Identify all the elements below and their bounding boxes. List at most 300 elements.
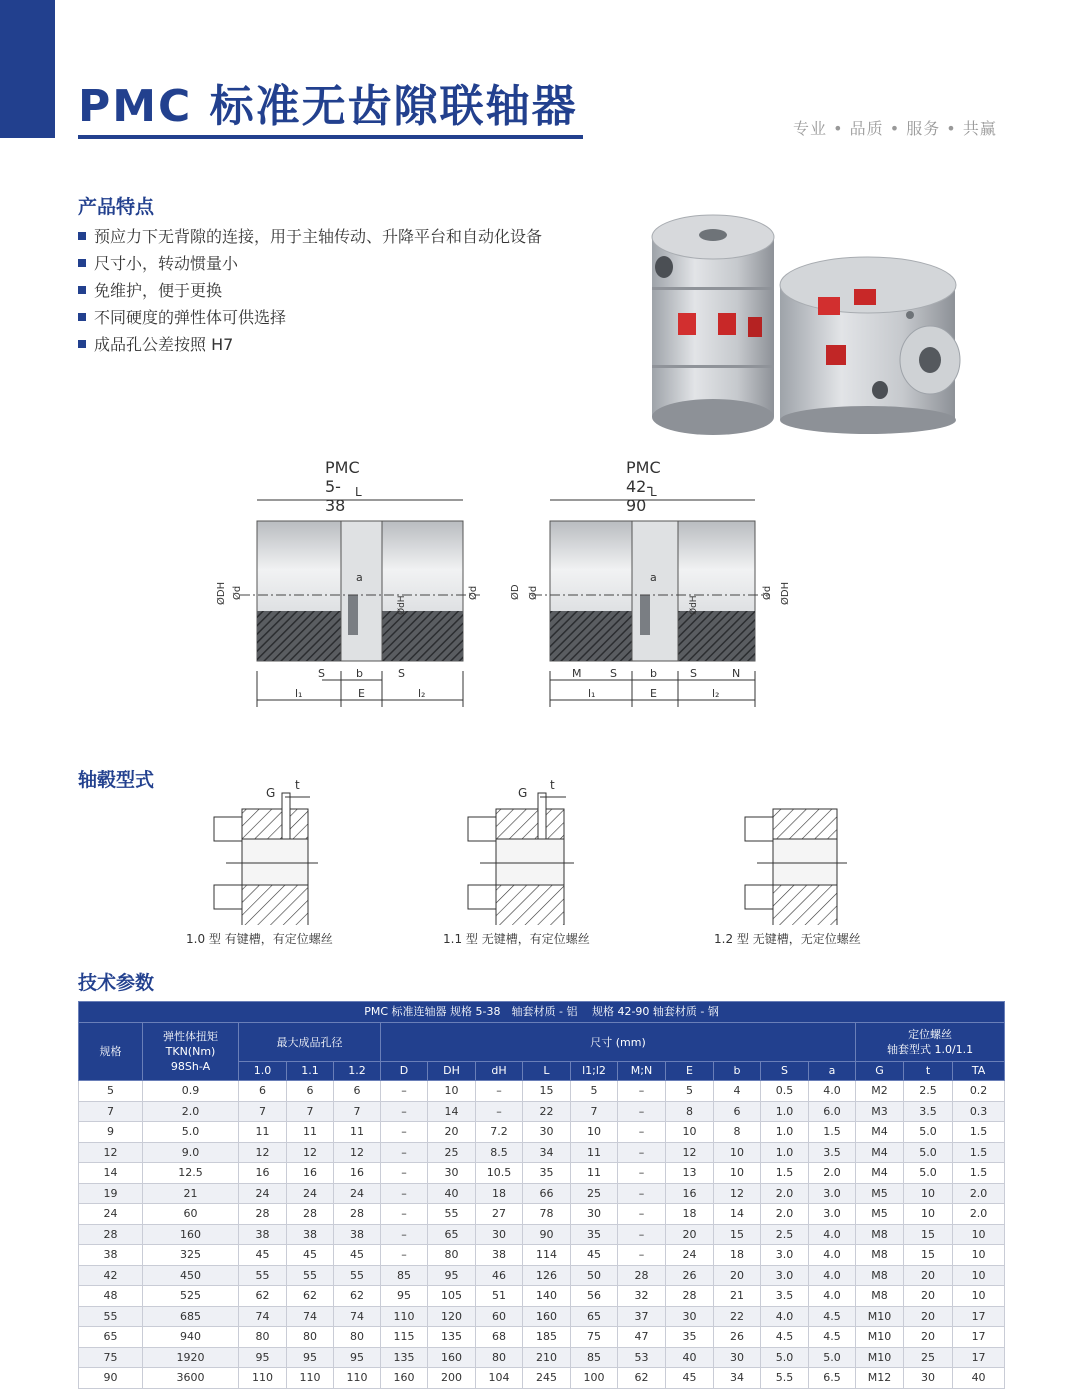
table-cell: 28 [239,1204,287,1225]
table-cell: 2.0 [953,1183,1005,1204]
table-cell: 5.0 [809,1347,856,1368]
title-underline [78,135,583,139]
dim-label: S [318,667,325,680]
table-cell: 5 [666,1081,714,1102]
table-cell: 21 [143,1183,239,1204]
table-cell: 4.5 [761,1327,809,1348]
table-cell: M5 [856,1183,904,1204]
table-cell: 24 [334,1183,381,1204]
table-cell: M4 [856,1163,904,1184]
table-cell: 55 [428,1204,476,1225]
table-cell: 28 [666,1286,714,1307]
table-cell: 5.0 [904,1122,953,1143]
table-cell: 46 [476,1265,523,1286]
table-cell: 25 [904,1347,953,1368]
table-cell: 20 [904,1327,953,1348]
table-cell: 2.0 [761,1183,809,1204]
drawing-title-left: PMC 5-38 [325,458,360,515]
table-cell: – [618,1204,666,1225]
dim-label: E [358,687,365,700]
table-cell: 15 [714,1224,761,1245]
table-cell: 62 [287,1286,334,1307]
table-cell: 50 [571,1265,618,1286]
table-cell: M8 [856,1224,904,1245]
table-cell: 85 [571,1347,618,1368]
table-cell: 9.0 [143,1142,239,1163]
table-cell: 14 [714,1204,761,1225]
table-cell: 5.0 [761,1347,809,1368]
table-cell: 135 [428,1327,476,1348]
table-cell: 20 [666,1224,714,1245]
table-cell: 11 [287,1122,334,1143]
table-row [79,1122,1005,1143]
dimension-drawing [210,485,810,745]
table-cell: 95 [287,1347,334,1368]
drawing-title-right: PMC 42-90 [626,458,661,515]
table-cell: 0.2 [953,1081,1005,1102]
feature-item: 尺寸小，转动惯量小 [78,250,542,277]
table-cell: 16 [239,1163,287,1184]
table-cell: 4.0 [809,1081,856,1102]
table-cell: 8 [666,1101,714,1122]
subheader-cell: l1;l2 [571,1062,618,1081]
table-cell: 56 [571,1286,618,1307]
table-cell: 5.0 [904,1163,953,1184]
table-cell: 5.0 [904,1142,953,1163]
header-bore: 最大成品孔径 [239,1023,381,1062]
table-cell: 115 [381,1327,428,1348]
subheader-cell: S [761,1062,809,1081]
table-cell: 68 [476,1327,523,1348]
table-cell: 30 [523,1122,571,1143]
table-cell: 62 [239,1286,287,1307]
table-cell: 95 [381,1286,428,1307]
table-cell: 3.0 [809,1204,856,1225]
table-cell: 5 [79,1081,143,1102]
table-cell: 55 [79,1306,143,1327]
table-cell: 6 [287,1081,334,1102]
table-cell: 22 [523,1101,571,1122]
table-cell: 30 [571,1204,618,1225]
table-cell: – [618,1183,666,1204]
dim-label: ØD [510,584,521,600]
dim-label: Ød [468,585,479,600]
table-cell: 2.0 [809,1163,856,1184]
table-cell: 185 [523,1327,571,1348]
table-cell: 34 [714,1368,761,1389]
dim-label: ØDH [780,581,791,605]
table-cell: 90 [79,1368,143,1389]
table-cell: 210 [523,1347,571,1368]
table-cell: 2.0 [761,1204,809,1225]
table-cell: – [618,1245,666,1266]
table-cell: 45 [571,1245,618,1266]
table-cell: 10 [571,1122,618,1143]
bullet-square-icon [78,313,86,321]
table-cell: 9 [79,1122,143,1143]
table-cell: – [381,1245,428,1266]
table-cell: 55 [334,1265,381,1286]
subheader-cell: b [714,1062,761,1081]
table-cell: 80 [239,1327,287,1348]
table-cell: – [381,1224,428,1245]
hub-heading: 轴毂型式 [78,769,155,791]
table-cell: 16 [287,1163,334,1184]
table-cell: 80 [476,1347,523,1368]
dim-label: S [690,667,697,680]
table-cell: 15 [523,1081,571,1102]
table-cell: M8 [856,1265,904,1286]
table-cell: 17 [953,1306,1005,1327]
hub-dim-g: G [518,786,528,800]
hub-caption-1-2: 1.2 型 无键槽，无定位螺丝 [714,932,861,946]
table-cell: 47 [618,1327,666,1348]
table-cell: 6 [239,1081,287,1102]
dim-label: S [398,667,405,680]
table-cell: 11 [239,1122,287,1143]
table-cell: 24 [79,1204,143,1225]
page-title: PMC 标准无齿隙联轴器 [78,81,578,132]
dim-label: Ød [232,585,243,600]
dim-label: S [610,667,617,680]
features-heading: 产品特点 [78,196,155,218]
coupling-product-photo [640,205,980,435]
table-cell: 5.0 [143,1122,239,1143]
table-cell: 10 [904,1204,953,1225]
table-cell: 3.0 [809,1183,856,1204]
dim-label: a [356,571,363,584]
table-cell: 3.5 [761,1286,809,1307]
table-cell: 7.2 [476,1122,523,1143]
table-cell: 10 [953,1286,1005,1307]
slogan: 专业 • 品质 • 服务 • 共赢 [793,119,997,138]
table-cell: 120 [428,1306,476,1327]
dim-label: L [355,485,362,499]
table-cell: 21 [714,1286,761,1307]
feature-item: 成品孔公差按照 H7 [78,331,542,358]
corner-accent-block [0,0,55,138]
table-cell: 15 [904,1245,953,1266]
table-cell: 4.0 [809,1286,856,1307]
table-cell: M4 [856,1122,904,1143]
table-cell: 140 [523,1286,571,1307]
dim-label: M [572,667,582,680]
table-cell: M4 [856,1142,904,1163]
table-cell: 245 [523,1368,571,1389]
table-row [79,1163,1005,1184]
table-cell: 4.0 [809,1245,856,1266]
table-cell: 38 [334,1224,381,1245]
table-cell: 1.0 [761,1142,809,1163]
feature-item: 预应力下无背隙的连接，用于主轴传动、升降平台和自动化设备 [78,223,542,250]
table-cell: 28 [334,1204,381,1225]
table-cell: 5.5 [761,1368,809,1389]
dim-label: ØDH [216,581,227,605]
table-row [79,1265,1005,1286]
table-cell: 114 [523,1245,571,1266]
table-cell: 4.0 [761,1306,809,1327]
subheader-cell: E [666,1062,714,1081]
table-cell: 685 [143,1306,239,1327]
table-cell: 45 [334,1245,381,1266]
table-row [79,1183,1005,1204]
table-cell: 110 [334,1368,381,1389]
subheader-cell: M;N [618,1062,666,1081]
table-cell: 74 [287,1306,334,1327]
subheader-cell: L [523,1062,571,1081]
table-cell: 74 [334,1306,381,1327]
header-torque: 弹性体扭矩 TKN(Nm) 98Sh-A [143,1023,239,1081]
table-cell: 110 [381,1306,428,1327]
table-cell: 30 [904,1368,953,1389]
table-cell: – [381,1122,428,1143]
table-cell: 104 [476,1368,523,1389]
table-cell: 28 [79,1224,143,1245]
table-cell: 80 [334,1327,381,1348]
table-cell: 12 [239,1142,287,1163]
table-cell: 11 [334,1122,381,1143]
table-cell: M5 [856,1204,904,1225]
table-cell: 8 [714,1122,761,1143]
table-cell: 6.0 [809,1101,856,1122]
bullet-square-icon [78,340,86,348]
table-cell: 15 [904,1224,953,1245]
table-cell: 525 [143,1286,239,1307]
table-cell: 75 [79,1347,143,1368]
table-cell: 53 [618,1347,666,1368]
table-cell: M8 [856,1286,904,1307]
table-cell: 0.3 [953,1101,1005,1122]
table-cell: 7 [287,1101,334,1122]
bullet-square-icon [78,232,86,240]
table-cell: – [618,1224,666,1245]
table-cell: 26 [714,1327,761,1348]
table-cell: 12 [334,1142,381,1163]
bullet-square-icon [78,286,86,294]
table-cell: 20 [904,1265,953,1286]
table-cell: 18 [714,1245,761,1266]
table-row [79,1347,1005,1368]
table-row [79,1327,1005,1348]
table-cell: 65 [571,1306,618,1327]
table-cell: 1.5 [953,1163,1005,1184]
table-cell: 12 [287,1142,334,1163]
table-cell: 7 [79,1101,143,1122]
table-cell: 325 [143,1245,239,1266]
table-cell: 126 [523,1265,571,1286]
table-cell: – [618,1163,666,1184]
table-cell: 6 [334,1081,381,1102]
table-cell: 12 [714,1183,761,1204]
table-cell: 4.5 [809,1327,856,1348]
table-cell: 12 [79,1142,143,1163]
table-cell: – [381,1204,428,1225]
table-cell: 65 [79,1327,143,1348]
table-cell: 14 [79,1163,143,1184]
table-cell: 48 [79,1286,143,1307]
table-cell: 95 [239,1347,287,1368]
table-cell: 30 [476,1224,523,1245]
table-cell: 4.0 [809,1224,856,1245]
table-cell: 135 [381,1347,428,1368]
spec-table [78,1001,1005,1389]
table-row [79,1286,1005,1307]
table-cell: 28 [287,1204,334,1225]
table-cell: 2.5 [761,1224,809,1245]
hub-type-1-1 [468,778,574,925]
table-cell: 1920 [143,1347,239,1368]
hub-type-drawings [0,775,1080,925]
table-cell: 8.5 [476,1142,523,1163]
table-cell: 1.0 [761,1101,809,1122]
table-cell: 38 [239,1224,287,1245]
table-cell: 105 [428,1286,476,1307]
table-cell: 60 [143,1204,239,1225]
bullet-square-icon [78,259,86,267]
table-cell: 1.5 [953,1142,1005,1163]
table-cell: 3.0 [761,1265,809,1286]
table-cell: 18 [666,1204,714,1225]
hub-dim-t: t [550,778,555,792]
table-cell: 20 [904,1286,953,1307]
table-cell: 5 [571,1081,618,1102]
table-cell: 17 [953,1347,1005,1368]
table-cell: 80 [287,1327,334,1348]
table-cell: 35 [571,1224,618,1245]
table-cell: 3600 [143,1368,239,1389]
header-spec: 规格 [79,1023,143,1081]
table-caption: PMC 标准连轴器 规格 5-38 轴套材质 - 铝 规格 42-90 轴套材质 - 钢 [79,1002,1005,1023]
table-cell: 1.5 [809,1122,856,1143]
table-cell: 110 [287,1368,334,1389]
subheader-cell: DH [428,1062,476,1081]
table-cell: 4.0 [809,1265,856,1286]
hub-caption-1-0: 1.0 型 有键槽，有定位螺丝 [186,932,333,946]
table-cell: 45 [287,1245,334,1266]
dim-label: b [356,667,363,680]
table-cell: 10 [428,1081,476,1102]
table-cell: – [618,1142,666,1163]
table-cell: 4.5 [809,1306,856,1327]
table-cell: 38 [287,1224,334,1245]
table-cell: M10 [856,1347,904,1368]
table-cell: 26 [666,1265,714,1286]
table-cell: 940 [143,1327,239,1348]
table-cell: 40 [953,1368,1005,1389]
table-cell: 10 [666,1122,714,1143]
table-cell: M8 [856,1245,904,1266]
dim-label: l₁ [295,687,303,700]
table-cell: 30 [428,1163,476,1184]
table-cell: M2 [856,1081,904,1102]
table-cell: M10 [856,1306,904,1327]
table-cell: M12 [856,1368,904,1389]
table-cell: 18 [476,1183,523,1204]
table-row [79,1101,1005,1122]
table-cell: 22 [714,1306,761,1327]
table-cell: 1.5 [953,1122,1005,1143]
tech-heading: 技术参数 [78,972,155,994]
table-cell: 2.0 [143,1101,239,1122]
table-cell: – [618,1081,666,1102]
table-cell: 110 [239,1368,287,1389]
table-cell: 12 [666,1142,714,1163]
table-row [79,1081,1005,1102]
table-cell: 65 [428,1224,476,1245]
table-cell: 95 [428,1265,476,1286]
dim-label: N [732,667,741,680]
table-cell: 160 [381,1368,428,1389]
table-cell: 37 [618,1306,666,1327]
table-cell: 32 [618,1286,666,1307]
table-row [79,1368,1005,1389]
table-row [79,1245,1005,1266]
table-cell: 45 [666,1368,714,1389]
table-cell: 74 [239,1306,287,1327]
hub-dim-g: G [266,786,276,800]
table-cell: 80 [428,1245,476,1266]
table-cell: 0.5 [761,1081,809,1102]
table-cell: 10 [953,1224,1005,1245]
feature-item: 免维护，便于更换 [78,277,542,304]
table-cell: 34 [523,1142,571,1163]
table-cell: 19 [79,1183,143,1204]
table-cell: – [476,1101,523,1122]
dim-label: E [650,687,657,700]
table-cell: 14 [428,1101,476,1122]
table-cell: 28 [618,1265,666,1286]
table-cell: 12.5 [143,1163,239,1184]
table-cell: 3.5 [809,1142,856,1163]
table-cell: 7 [571,1101,618,1122]
dim-label: l₂ [712,687,720,700]
table-cell: M3 [856,1101,904,1122]
table-cell: – [476,1081,523,1102]
table-cell: 24 [287,1183,334,1204]
table-cell: 25 [428,1142,476,1163]
table-cell: 100 [571,1368,618,1389]
table-cell: 75 [571,1327,618,1348]
table-cell: 160 [428,1347,476,1368]
table-cell: 10 [904,1183,953,1204]
table-cell: M10 [856,1327,904,1348]
table-cell: 11 [571,1163,618,1184]
table-cell: 160 [143,1224,239,1245]
dim-label: Ød [762,585,773,600]
table-cell: 13 [666,1163,714,1184]
table-cell: 40 [428,1183,476,1204]
table-cell: 85 [381,1265,428,1286]
table-cell: 62 [618,1368,666,1389]
table-cell: 42 [79,1265,143,1286]
table-row [79,1204,1005,1225]
table-cell: 6.5 [809,1368,856,1389]
table-cell: 1.0 [761,1122,809,1143]
table-cell: 90 [523,1224,571,1245]
table-row [79,1142,1005,1163]
table-cell: 78 [523,1204,571,1225]
dim-label: ØdH [397,595,407,615]
dim-label: L [650,485,657,499]
table-cell: 200 [428,1368,476,1389]
table-cell: 3.5 [904,1101,953,1122]
table-cell: 6 [714,1101,761,1122]
table-cell: 62 [334,1286,381,1307]
subheader-cell: t [904,1062,953,1081]
subheader-cell: G [856,1062,904,1081]
table-cell: – [618,1101,666,1122]
table-cell: 66 [523,1183,571,1204]
